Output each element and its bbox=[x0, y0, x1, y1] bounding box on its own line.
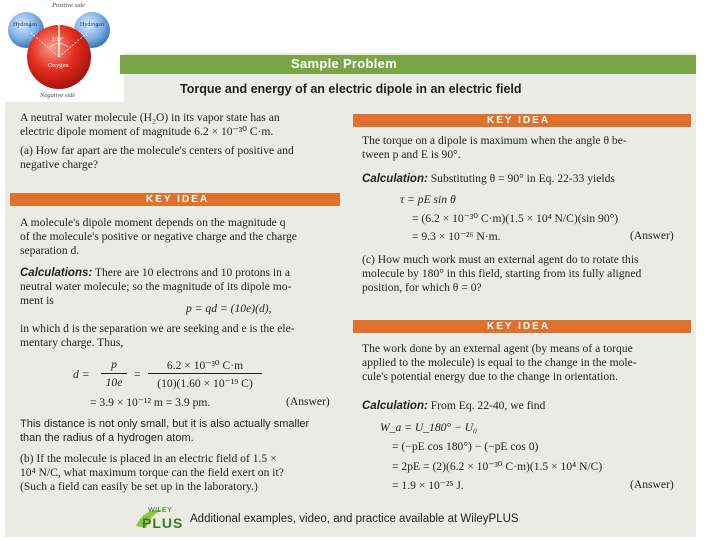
bold-note-line-2: than the radius of a hydrogen atom. bbox=[20, 432, 194, 444]
p-vector-label: p bbox=[62, 16, 66, 24]
torque-calc-text: Substituting θ = 90° in Eq. 22-33 yields bbox=[427, 172, 615, 185]
key-idea-3-line-1: The work done by an external agent (by means of a torque bbox=[362, 342, 633, 355]
intro-line-1: A neutral water molecule (H₂O) in its vapor state has an bbox=[20, 111, 280, 124]
key-idea-bar-3 bbox=[353, 320, 691, 333]
calculations-line-1 bbox=[20, 266, 290, 281]
dipole-equation: p = qd = (10e)(d), bbox=[186, 302, 272, 315]
question-c-line-1: (c) How much work must an external agent do to rotate this bbox=[362, 253, 639, 266]
question-c-line-3: position, for which θ = 0? bbox=[362, 281, 482, 294]
work-calc-label: Calculation: bbox=[362, 400, 428, 412]
key-idea-3-line-3: cule's potential energy due to the change in orientation. bbox=[362, 370, 618, 383]
positive-side-label: Positive side bbox=[52, 2, 86, 9]
answer-label-2: (Answer) bbox=[630, 229, 674, 242]
torque-calc-line bbox=[362, 172, 615, 187]
key-idea-2-line-2: tween p and E is 90°. bbox=[362, 148, 461, 161]
distance-result: = 3.9 × 10⁻¹² m = 3.9 pm. bbox=[90, 396, 211, 409]
hydrogen-left-label: Hydrogen bbox=[13, 22, 37, 28]
header-title: Sample Problem bbox=[291, 56, 398, 71]
sample-problem-header bbox=[120, 55, 696, 74]
key-idea-1-line-3: separation d. bbox=[20, 244, 80, 257]
logo-bottom-text: PLUS bbox=[142, 515, 184, 531]
key-idea-1-line-1: A molecule's dipole moment depends on the magnitude q bbox=[20, 216, 286, 229]
key-idea-3-line-2: applied to the molecule) is equal to the change in the mole- bbox=[362, 356, 637, 369]
calculations-text: There are 10 electrons and 10 protons in a bbox=[92, 266, 290, 279]
key-idea-bar-2 bbox=[353, 114, 691, 127]
torque-eq-1: τ = pE sin θ bbox=[400, 193, 456, 206]
question-c-line-2: molecule by 180° in this field, starting from its fully aligned bbox=[362, 267, 642, 280]
fraction-1-line bbox=[101, 373, 127, 374]
footer-text[interactable]: Additional examples, video, and practice available at WileyPLUS bbox=[190, 513, 519, 525]
hydrogen-right-label: Hydrogen bbox=[80, 22, 104, 28]
work-calc-text: From Eq. 22-40, we find bbox=[427, 399, 546, 412]
answer-label-3: (Answer) bbox=[630, 478, 674, 491]
water-molecule-diagram bbox=[0, 0, 124, 102]
problem-subtitle: Torque and energy of an electric dipole in an electric field bbox=[180, 82, 522, 96]
after-eq-line-1: in which d is the separation we are seeking and e is the ele- bbox=[20, 322, 295, 335]
question-b-line-1: (b) If the molecule is placed in an electric field of 1.5 × bbox=[20, 452, 277, 465]
question-b-line-2: 10⁴ N/C, what maximum torque can the field exert on it? bbox=[20, 466, 284, 479]
work-eq-1: W_a = U_180° − U₀ bbox=[380, 421, 478, 434]
answer-label-1: (Answer) bbox=[286, 395, 330, 408]
question-a-line-2: negative charge? bbox=[20, 158, 98, 171]
key-idea-1-line-2: of the molecule's positive or negative charge and the charge bbox=[20, 230, 297, 243]
negative-side-label: Negative side bbox=[40, 92, 76, 99]
torque-eq-3: = 9.3 × 10⁻²⁶ N·m. bbox=[412, 230, 501, 243]
after-eq-line-2: mentary charge. Thus, bbox=[20, 336, 124, 349]
key-idea-bar-1 bbox=[10, 193, 340, 206]
calculations-line-3: ment is bbox=[20, 294, 54, 307]
key-idea-2-line-1: The torque on a dipole is maximum when the angle θ be- bbox=[362, 134, 627, 147]
torque-calc-label: Calculation: bbox=[362, 173, 428, 185]
angle-label: 105° bbox=[52, 37, 64, 43]
fraction-1-denominator: 10e bbox=[105, 376, 123, 389]
key-idea-title-2: KEY IDEA bbox=[487, 115, 551, 126]
calculations-line-2: neutral water molecule; so the magnitude of its dipole mo- bbox=[20, 280, 292, 293]
work-eq-2: = (−pE cos 180°) − (−pE cos 0) bbox=[392, 440, 539, 453]
fraction-1-numerator: p bbox=[111, 358, 117, 371]
calculations-label: Calculations: bbox=[20, 267, 93, 279]
intro-line-2: electric dipole moment of magnitude 6.2 × 10⁻³⁰ C·m. bbox=[20, 125, 274, 138]
fraction-2-line bbox=[148, 373, 262, 374]
question-b-line-3: (Such a field can easily be set up in the laboratory.) bbox=[20, 480, 258, 493]
key-idea-title-1: KEY IDEA bbox=[146, 194, 210, 205]
torque-eq-2: = (6.2 × 10⁻³⁰ C·m)(1.5 × 10⁴ N/C)(sin 90°) bbox=[412, 212, 619, 225]
work-calc-line bbox=[362, 399, 545, 414]
fraction-2-numerator: 6.2 × 10⁻³⁰ C·m bbox=[166, 359, 244, 372]
equals-sign: = bbox=[134, 368, 141, 381]
work-eq-4: = 1.9 × 10⁻²⁵ J. bbox=[392, 479, 464, 492]
bold-note-line-1: This distance is not only small, but it is also actually smaller bbox=[20, 418, 310, 430]
logo-top-text: WILEY bbox=[148, 507, 173, 514]
work-eq-3: = 2pE = (2)(6.2 × 10⁻³⁰ C·m)(1.5 × 10⁴ N/C) bbox=[392, 460, 603, 473]
footer bbox=[134, 506, 694, 532]
question-a-line-1: (a) How far apart are the molecule's centers of positive and bbox=[20, 144, 294, 157]
d-lhs: d = bbox=[73, 368, 90, 381]
oxygen-label: Oxygen bbox=[48, 62, 69, 69]
fraction-2-denominator: (10)(1.60 × 10⁻¹⁹ C) bbox=[157, 377, 253, 390]
key-idea-title-3: KEY IDEA bbox=[487, 321, 551, 332]
